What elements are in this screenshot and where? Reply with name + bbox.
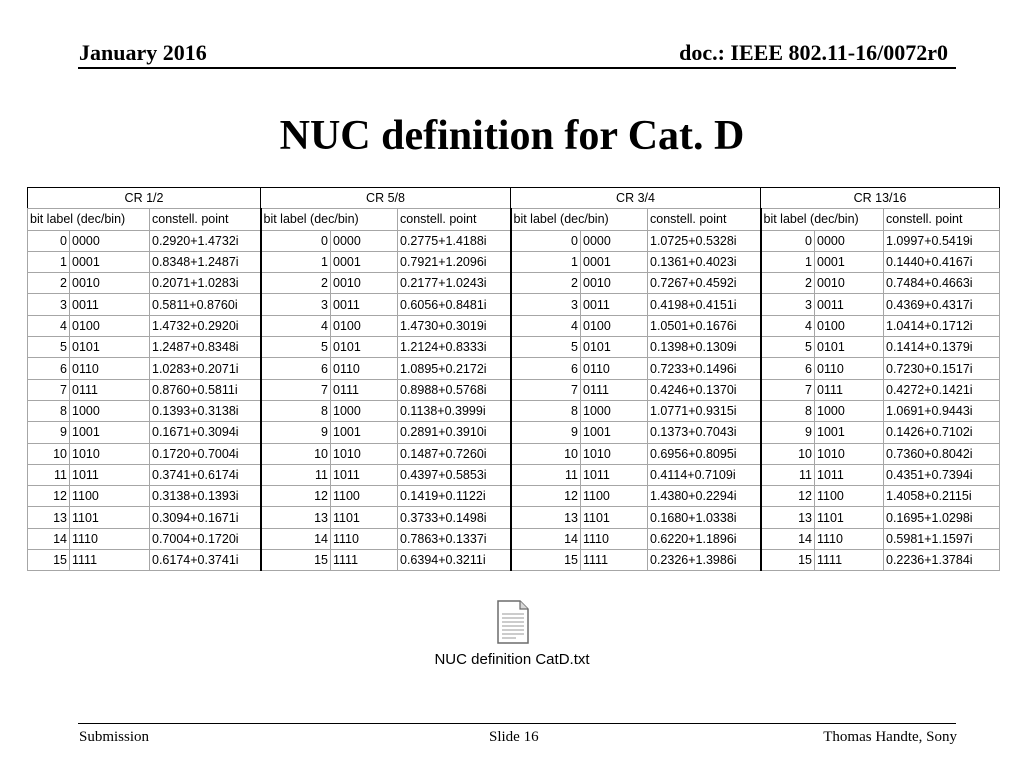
bit-label-bin: 1011 bbox=[70, 464, 150, 485]
bit-label-dec: 11 bbox=[761, 464, 815, 485]
constellation-point: 0.8760+0.5811i bbox=[150, 379, 261, 400]
bit-label-header: bit label (dec/bin) bbox=[761, 209, 884, 230]
bit-label-bin: 0111 bbox=[331, 379, 398, 400]
bit-label-bin: 1101 bbox=[331, 507, 398, 528]
bit-label-dec: 2 bbox=[761, 273, 815, 294]
bit-label-bin: 0001 bbox=[331, 251, 398, 272]
constellation-point: 0.2236+1.3784i bbox=[884, 550, 1000, 571]
constellation-point: 0.7230+0.1517i bbox=[884, 358, 1000, 379]
bit-label-bin: 0010 bbox=[331, 273, 398, 294]
constellation-point: 0.1414+0.1379i bbox=[884, 337, 1000, 358]
constellation-point: 1.0725+0.5328i bbox=[648, 230, 761, 251]
bit-label-bin: 1000 bbox=[581, 400, 648, 421]
constellation-point: 0.4369+0.4317i bbox=[884, 294, 1000, 315]
bit-label-dec: 10 bbox=[28, 443, 70, 464]
bit-label-bin: 0110 bbox=[331, 358, 398, 379]
bit-label-dec: 10 bbox=[261, 443, 331, 464]
constellation-point: 0.4198+0.4151i bbox=[648, 294, 761, 315]
bit-label-bin: 1010 bbox=[70, 443, 150, 464]
bit-label-dec: 4 bbox=[511, 315, 581, 336]
bit-label-bin: 0000 bbox=[70, 230, 150, 251]
bit-label-dec: 8 bbox=[511, 400, 581, 421]
constellation-point: 0.2920+1.4732i bbox=[150, 230, 261, 251]
constellation-point: 1.0997+0.5419i bbox=[884, 230, 1000, 251]
constellation-point: 0.1373+0.7043i bbox=[648, 422, 761, 443]
bit-label-bin: 1110 bbox=[70, 528, 150, 549]
table-row bbox=[28, 550, 1000, 571]
constellation-point: 1.0414+0.1712i bbox=[884, 315, 1000, 336]
bit-label-bin: 0011 bbox=[331, 294, 398, 315]
constellation-point: 0.1138+0.3999i bbox=[398, 400, 511, 421]
bit-label-dec: 2 bbox=[28, 273, 70, 294]
constellation-point: 0.4114+0.7109i bbox=[648, 464, 761, 485]
bit-label-dec: 6 bbox=[28, 358, 70, 379]
constellation-point: 0.2891+0.3910i bbox=[398, 422, 511, 443]
bit-label-dec: 12 bbox=[761, 486, 815, 507]
bit-label-bin: 0010 bbox=[581, 273, 648, 294]
table-row bbox=[28, 230, 1000, 251]
bit-label-bin: 1111 bbox=[70, 550, 150, 571]
cr-header-row bbox=[28, 188, 1000, 209]
bit-label-bin: 0101 bbox=[331, 337, 398, 358]
constellation-point: 0.2177+1.0243i bbox=[398, 273, 511, 294]
text-file-icon[interactable] bbox=[496, 600, 530, 644]
constellation-point: 0.2071+1.0283i bbox=[150, 273, 261, 294]
constellation-point: 0.7233+0.1496i bbox=[648, 358, 761, 379]
bit-label-bin: 1100 bbox=[331, 486, 398, 507]
table-row bbox=[28, 337, 1000, 358]
bit-label-bin: 0110 bbox=[581, 358, 648, 379]
bit-label-dec: 0 bbox=[511, 230, 581, 251]
cr-group-header: CR 5/8 bbox=[261, 188, 511, 209]
constell-point-header: constell. point bbox=[398, 209, 511, 230]
constellation-point: 0.2775+1.4188i bbox=[398, 230, 511, 251]
constellation-point: 0.3138+0.1393i bbox=[150, 486, 261, 507]
bit-label-dec: 4 bbox=[761, 315, 815, 336]
bit-label-bin: 1010 bbox=[581, 443, 648, 464]
bit-label-dec: 2 bbox=[261, 273, 331, 294]
footer-author: Thomas Handte, Sony bbox=[823, 729, 957, 745]
constellation-point: 0.8348+1.2487i bbox=[150, 251, 261, 272]
bit-label-bin: 0111 bbox=[70, 379, 150, 400]
bit-label-bin: 0100 bbox=[581, 315, 648, 336]
bit-label-bin: 0100 bbox=[70, 315, 150, 336]
constellation-point: 0.1671+0.3094i bbox=[150, 422, 261, 443]
bit-label-dec: 12 bbox=[261, 486, 331, 507]
bit-label-bin: 1110 bbox=[815, 528, 884, 549]
table-row bbox=[28, 464, 1000, 485]
bit-label-bin: 0010 bbox=[815, 273, 884, 294]
bit-label-dec: 3 bbox=[511, 294, 581, 315]
bit-label-bin: 1110 bbox=[581, 528, 648, 549]
bit-label-dec: 12 bbox=[28, 486, 70, 507]
bit-label-dec: 11 bbox=[511, 464, 581, 485]
bit-label-dec: 14 bbox=[761, 528, 815, 549]
constellation-point: 1.4732+0.2920i bbox=[150, 315, 261, 336]
bit-label-dec: 1 bbox=[511, 251, 581, 272]
constellation-point: 0.3741+0.6174i bbox=[150, 464, 261, 485]
bit-label-dec: 1 bbox=[28, 251, 70, 272]
table-row bbox=[28, 379, 1000, 400]
cr-group-header: CR 13/16 bbox=[761, 188, 1000, 209]
table-row bbox=[28, 251, 1000, 272]
bit-label-bin: 1101 bbox=[815, 507, 884, 528]
footer-slide-number: Slide 16 bbox=[489, 729, 539, 745]
bit-label-bin: 1011 bbox=[581, 464, 648, 485]
bit-label-dec: 8 bbox=[28, 400, 70, 421]
bit-label-bin: 1000 bbox=[331, 400, 398, 421]
bit-label-bin: 0001 bbox=[815, 251, 884, 272]
bit-label-dec: 9 bbox=[761, 422, 815, 443]
header-doc-id: doc.: IEEE 802.11-16/0072r0 bbox=[679, 40, 948, 65]
bit-label-dec: 0 bbox=[761, 230, 815, 251]
table-row bbox=[28, 528, 1000, 549]
bit-label-dec: 7 bbox=[511, 379, 581, 400]
bit-label-bin: 0011 bbox=[70, 294, 150, 315]
constellation-point: 1.0501+0.1676i bbox=[648, 315, 761, 336]
bit-label-dec: 6 bbox=[761, 358, 815, 379]
constellation-point: 0.8988+0.5768i bbox=[398, 379, 511, 400]
bit-label-bin: 0101 bbox=[581, 337, 648, 358]
bit-label-dec: 2 bbox=[511, 273, 581, 294]
bit-label-dec: 5 bbox=[261, 337, 331, 358]
bit-label-dec: 11 bbox=[261, 464, 331, 485]
footer-rule bbox=[78, 723, 956, 724]
constellation-point: 0.5981+1.1597i bbox=[884, 528, 1000, 549]
constellation-point: 0.7360+0.8042i bbox=[884, 443, 1000, 464]
constellation-point: 0.6956+0.8095i bbox=[648, 443, 761, 464]
bit-label-dec: 5 bbox=[28, 337, 70, 358]
bit-label-dec: 3 bbox=[761, 294, 815, 315]
constellation-point: 0.1487+0.7260i bbox=[398, 443, 511, 464]
constellation-point: 1.0895+0.2172i bbox=[398, 358, 511, 379]
bit-label-bin: 0110 bbox=[815, 358, 884, 379]
bit-label-dec: 10 bbox=[761, 443, 815, 464]
bit-label-dec: 6 bbox=[261, 358, 331, 379]
bit-label-bin: 0101 bbox=[70, 337, 150, 358]
bit-label-bin: 1111 bbox=[815, 550, 884, 571]
bit-label-dec: 5 bbox=[511, 337, 581, 358]
constellation-point: 0.1393+0.3138i bbox=[150, 400, 261, 421]
constellation-point: 0.4246+0.1370i bbox=[648, 379, 761, 400]
bit-label-dec: 9 bbox=[28, 422, 70, 443]
bit-label-bin: 1000 bbox=[815, 400, 884, 421]
table-row bbox=[28, 486, 1000, 507]
constellation-point: 0.1440+0.4167i bbox=[884, 251, 1000, 272]
constellation-point: 0.3094+0.1671i bbox=[150, 507, 261, 528]
bit-label-dec: 9 bbox=[511, 422, 581, 443]
bit-label-dec: 8 bbox=[761, 400, 815, 421]
bit-label-dec: 13 bbox=[28, 507, 70, 528]
bit-label-bin: 0111 bbox=[581, 379, 648, 400]
bit-label-bin: 0111 bbox=[815, 379, 884, 400]
constellation-point: 0.3733+0.1498i bbox=[398, 507, 511, 528]
bit-label-bin: 0010 bbox=[70, 273, 150, 294]
bit-label-dec: 8 bbox=[261, 400, 331, 421]
constellation-point: 0.1419+0.1122i bbox=[398, 486, 511, 507]
bit-label-dec: 0 bbox=[261, 230, 331, 251]
bit-label-bin: 1001 bbox=[70, 422, 150, 443]
bit-label-bin: 1000 bbox=[70, 400, 150, 421]
bit-label-dec: 13 bbox=[761, 507, 815, 528]
bit-label-dec: 0 bbox=[28, 230, 70, 251]
constellation-point: 0.7921+1.2096i bbox=[398, 251, 511, 272]
constellation-point: 0.6174+0.3741i bbox=[150, 550, 261, 571]
constellation-point: 0.4397+0.5853i bbox=[398, 464, 511, 485]
bit-label-dec: 14 bbox=[28, 528, 70, 549]
slide-title: NUC definition for Cat. D bbox=[279, 113, 745, 159]
bit-label-bin: 0011 bbox=[581, 294, 648, 315]
column-header-row bbox=[28, 209, 1000, 230]
bit-label-bin: 1100 bbox=[581, 486, 648, 507]
bit-label-bin: 1101 bbox=[581, 507, 648, 528]
bit-label-dec: 15 bbox=[511, 550, 581, 571]
bit-label-dec: 7 bbox=[28, 379, 70, 400]
bit-label-bin: 0100 bbox=[815, 315, 884, 336]
constellation-point: 0.2326+1.3986i bbox=[648, 550, 761, 571]
bit-label-bin: 0100 bbox=[331, 315, 398, 336]
table-row bbox=[28, 422, 1000, 443]
constellation-point: 0.7863+0.1337i bbox=[398, 528, 511, 549]
bit-label-bin: 0001 bbox=[70, 251, 150, 272]
bit-label-dec: 7 bbox=[261, 379, 331, 400]
constell-point-header: constell. point bbox=[648, 209, 761, 230]
header-date: January 2016 bbox=[79, 40, 207, 65]
bit-label-bin: 1100 bbox=[70, 486, 150, 507]
constellation-point: 1.2124+0.8333i bbox=[398, 337, 511, 358]
bit-label-dec: 9 bbox=[261, 422, 331, 443]
constellation-point: 1.4380+0.2294i bbox=[648, 486, 761, 507]
bit-label-dec: 4 bbox=[261, 315, 331, 336]
constellation-point: 0.5811+0.8760i bbox=[150, 294, 261, 315]
constellation-point: 0.6220+1.1896i bbox=[648, 528, 761, 549]
bit-label-dec: 15 bbox=[28, 550, 70, 571]
bit-label-bin: 0000 bbox=[815, 230, 884, 251]
bit-label-dec: 15 bbox=[761, 550, 815, 571]
constellation-point: 0.7484+0.4663i bbox=[884, 273, 1000, 294]
bit-label-dec: 5 bbox=[761, 337, 815, 358]
bit-label-bin: 1111 bbox=[331, 550, 398, 571]
bit-label-bin: 1010 bbox=[331, 443, 398, 464]
cr-group-header: CR 3/4 bbox=[511, 188, 761, 209]
constellation-point: 0.6056+0.8481i bbox=[398, 294, 511, 315]
table-row bbox=[28, 273, 1000, 294]
bit-label-dec: 14 bbox=[511, 528, 581, 549]
constellation-point: 1.2487+0.8348i bbox=[150, 337, 261, 358]
bit-label-dec: 6 bbox=[511, 358, 581, 379]
cr-group-header: CR 1/2 bbox=[28, 188, 261, 209]
table-row bbox=[28, 315, 1000, 336]
constell-point-header: constell. point bbox=[884, 209, 1000, 230]
table-row bbox=[28, 358, 1000, 379]
bit-label-bin: 1001 bbox=[815, 422, 884, 443]
bit-label-bin: 1001 bbox=[331, 422, 398, 443]
footer-submission: Submission bbox=[79, 729, 150, 745]
header-rule bbox=[78, 67, 956, 69]
constellation-point: 1.4058+0.2115i bbox=[884, 486, 1000, 507]
bit-label-bin: 1100 bbox=[815, 486, 884, 507]
constellation-point: 1.0771+0.9315i bbox=[648, 400, 761, 421]
bit-label-header: bit label (dec/bin) bbox=[261, 209, 398, 230]
bit-label-dec: 4 bbox=[28, 315, 70, 336]
constellation-point: 0.1720+0.7004i bbox=[150, 443, 261, 464]
bit-label-bin: 0001 bbox=[581, 251, 648, 272]
bit-label-header: bit label (dec/bin) bbox=[28, 209, 150, 230]
constellation-point: 0.1695+1.0298i bbox=[884, 507, 1000, 528]
bit-label-dec: 13 bbox=[511, 507, 581, 528]
constellation-point: 1.0283+0.2071i bbox=[150, 358, 261, 379]
bit-label-dec: 10 bbox=[511, 443, 581, 464]
table-row bbox=[28, 400, 1000, 421]
bit-label-dec: 3 bbox=[28, 294, 70, 315]
bit-label-bin: 1111 bbox=[581, 550, 648, 571]
bit-label-bin: 1110 bbox=[331, 528, 398, 549]
bit-label-dec: 1 bbox=[761, 251, 815, 272]
constellation-point: 1.0691+0.9443i bbox=[884, 400, 1000, 421]
bit-label-bin: 1101 bbox=[70, 507, 150, 528]
constellation-point: 0.7267+0.4592i bbox=[648, 273, 761, 294]
bit-label-bin: 1011 bbox=[815, 464, 884, 485]
attachment-filename[interactable]: NUC definition CatD.txt bbox=[434, 651, 590, 668]
constell-point-header: constell. point bbox=[150, 209, 261, 230]
bit-label-bin: 0000 bbox=[581, 230, 648, 251]
bit-label-dec: 12 bbox=[511, 486, 581, 507]
bit-label-bin: 0110 bbox=[70, 358, 150, 379]
bit-label-bin: 0000 bbox=[331, 230, 398, 251]
constellation-point: 0.4272+0.1421i bbox=[884, 379, 1000, 400]
constellation-point: 1.4730+0.3019i bbox=[398, 315, 511, 336]
bit-label-dec: 14 bbox=[261, 528, 331, 549]
constellation-point: 0.1361+0.4023i bbox=[648, 251, 761, 272]
constellation-point: 0.4351+0.7394i bbox=[884, 464, 1000, 485]
bit-label-dec: 3 bbox=[261, 294, 331, 315]
bit-label-dec: 15 bbox=[261, 550, 331, 571]
bit-label-bin: 0011 bbox=[815, 294, 884, 315]
table-row bbox=[28, 443, 1000, 464]
bit-label-header: bit label (dec/bin) bbox=[511, 209, 648, 230]
bit-label-bin: 1010 bbox=[815, 443, 884, 464]
bit-label-dec: 13 bbox=[261, 507, 331, 528]
constellation-point: 0.1426+0.7102i bbox=[884, 422, 1000, 443]
table-row bbox=[28, 507, 1000, 528]
constellation-point: 0.6394+0.3211i bbox=[398, 550, 511, 571]
nuc-table bbox=[27, 187, 1000, 571]
constellation-point: 0.7004+0.1720i bbox=[150, 528, 261, 549]
constellation-point: 0.1680+1.0338i bbox=[648, 507, 761, 528]
bit-label-dec: 11 bbox=[28, 464, 70, 485]
bit-label-bin: 0101 bbox=[815, 337, 884, 358]
bit-label-bin: 1011 bbox=[331, 464, 398, 485]
bit-label-dec: 7 bbox=[761, 379, 815, 400]
bit-label-dec: 1 bbox=[261, 251, 331, 272]
table-row bbox=[28, 294, 1000, 315]
constellation-point: 0.1398+0.1309i bbox=[648, 337, 761, 358]
bit-label-bin: 1001 bbox=[581, 422, 648, 443]
